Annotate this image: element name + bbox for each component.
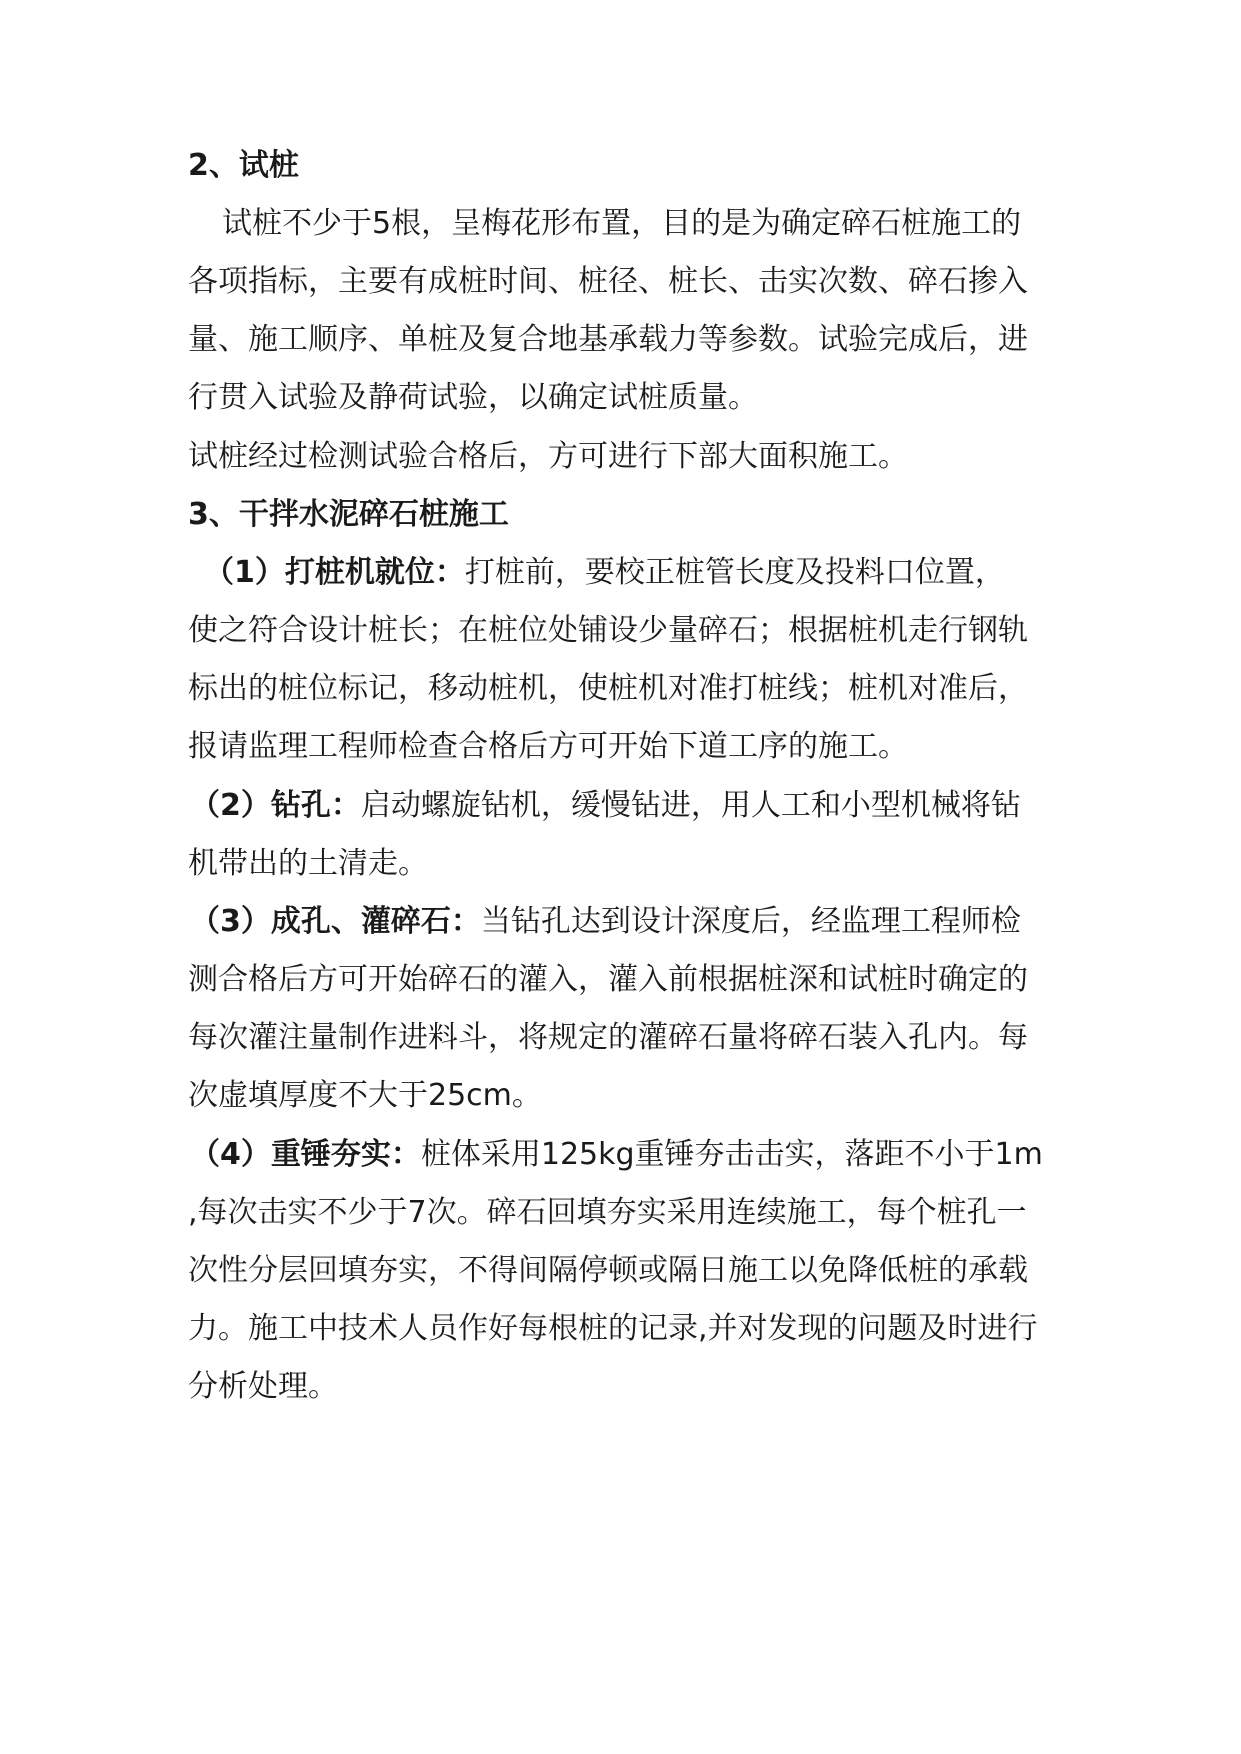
section-3-heading: 3、干拌水泥碎石桩施工 [188,497,509,532]
item-4-text: 桩体采用125kg重锤夯击击实，落距不小于1m [420,1137,1043,1172]
item-2-label: （2）钻孔： [190,788,361,823]
paragraph-line: 标出的桩位标记，移动桩机，使桩机对准打桩线；桩机对准后， [188,671,1028,706]
item-4-first-line [190,1135,1043,1175]
paragraph-line: 测合格后方可开始碎石的灌入，灌入前根据桩深和试桩时确定的 [188,962,1028,997]
item-3-first-line [190,902,1021,942]
paragraph-line: 使之符合设计桩长；在桩位处铺设少量碎石；根据桩机走行钢轨 [188,613,1028,648]
paragraph-line: 试桩经过检测试验合格后，方可进行下部大面积施工。 [188,439,908,474]
paragraph-line: 试桩不少于5根，呈梅花形布置，目的是为确定碎石桩施工的 [222,206,1022,241]
item-2-first-line [190,786,1021,826]
item-2-text: 启动螺旋钻机，缓慢钻进，用人工和小型机械将钻 [360,788,1021,823]
item-1-first-line [204,553,1005,593]
section-2-heading: 2、试桩 [188,148,299,183]
paragraph-line: 报请监理工程师检查合格后方可开始下道工序的施工。 [188,729,908,764]
paragraph-line: 力。施工中技术人员作好每根桩的记录,并对发现的问题及时进行 [188,1311,1038,1346]
paragraph-line: 量、施工顺序、单桩及复合地基承载力等参数。试验完成后，进 [188,322,1028,357]
item-1-label: （1）打桩机就位： [204,555,465,590]
paragraph-line: ,每次击实不少于7次。碎石回填夯实采用连续施工，每个桩孔一 [188,1195,1027,1230]
paragraph-line: 行贯入试验及静荷试验，以确定试桩质量。 [188,380,758,415]
item-3-label: （3）成孔、灌碎石： [190,904,481,939]
item-1-text: 打桩前，要校正桩管长度及投料口位置， [464,555,1005,590]
paragraph-line: 次虚填厚度不大于25cm。 [188,1078,542,1113]
item-3-text: 当钻孔达到设计深度后，经监理工程师检 [480,904,1021,939]
paragraph-line: 每次灌注量制作进料斗，将规定的灌碎石量将碎石装入孔内。每 [188,1020,1028,1055]
paragraph-line: 各项指标，主要有成桩时间、桩径、桩长、击实次数、碎石掺入 [188,264,1028,299]
paragraph-line: 分析处理。 [188,1369,338,1404]
item-4-label: （4）重锤夯实： [190,1137,421,1172]
paragraph-line: 机带出的土清走。 [188,846,428,881]
paragraph-line: 次性分层回填夯实，不得间隔停顿或隔日施工以免降低桩的承载 [188,1253,1028,1288]
